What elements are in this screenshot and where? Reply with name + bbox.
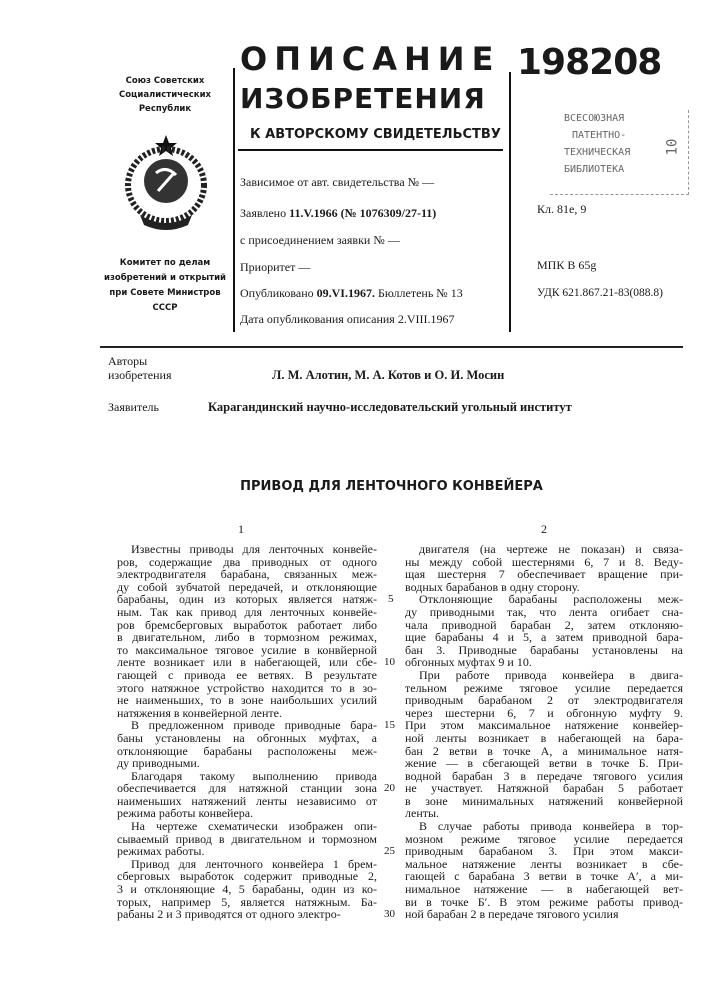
text-line: водных барабанов в одну сторону.: [405, 581, 683, 594]
line-number: 25: [384, 845, 395, 857]
text-line: торых, например 5, является натяжным. Ба-: [117, 896, 377, 909]
text-line: Привод для ленточного конвейера 1 брем-: [117, 858, 377, 871]
field-label: Заявлено: [240, 206, 286, 220]
doc-heading: ОПИСАНИЕ: [240, 40, 500, 78]
stamp-line: ВСЕСОЮЗНАЯ: [550, 110, 688, 127]
text-line: обеспечивается для натяжной станции зона: [117, 782, 377, 795]
doc-heading-2: ИЗОБРЕТЕНИЯ: [240, 82, 486, 116]
patent-number: 198208: [517, 42, 661, 84]
field-published: [240, 286, 463, 301]
field-addition: [240, 233, 400, 248]
field-filed: [240, 206, 436, 221]
text-line: сываемый привод в двигательном и тормозном: [117, 833, 377, 846]
text-line: наименьших натяжений ленты независимо от: [117, 795, 377, 808]
doc-subtitle: К АВТОРСКОМУ СВИДЕТЕЛЬСТВУ: [250, 127, 501, 143]
field-value: —: [422, 175, 434, 189]
field-label: Дата опубликования описания: [240, 312, 395, 326]
text-line: Отклоняющие барабаны расположены меж-: [405, 593, 683, 606]
header-rule: [100, 346, 683, 348]
text-line: режима работы конвейера.: [117, 807, 377, 820]
label-line: изобретения: [108, 368, 171, 382]
text-line: гающей с привода ее ветвях. В результате: [117, 669, 377, 682]
field-label: Зависимое от авт. свидетельства №: [240, 175, 419, 189]
applicant: Карагандинский научно-исследовательский угольный институт: [208, 400, 572, 415]
stamp-line: БИБЛИОТЕКА: [550, 161, 688, 178]
field-label: с присоединением заявки №: [240, 233, 385, 247]
text-line: ду приводными.: [117, 757, 377, 770]
field-value: 11.V.1966 (№ 1076309/27-11): [289, 206, 436, 220]
text-line: электродвигателя барабана, связанных меж-: [117, 568, 377, 581]
field-value: —: [388, 233, 400, 247]
field-value: —: [298, 260, 310, 274]
text-line: в зоне минимальных натяжений конвейерной: [405, 795, 683, 808]
divider: [509, 72, 511, 332]
class-mpk: МПК B 65g: [537, 258, 596, 273]
org-line: Социалистических: [96, 88, 234, 102]
text-line: мозном режиме тяговое усилие передается: [405, 833, 683, 846]
field-priority: [240, 260, 310, 275]
applicant-label: Заявитель: [108, 400, 159, 415]
text-line: ным. Так как привод для ленточных конвейе-: [117, 606, 377, 619]
text-line: сберговых выработок содержит приводные 2,: [117, 870, 377, 883]
text-line: бан 3. Приводные барабаны установлены на: [405, 644, 683, 657]
text-line: гающей с барабана 3 ветви в точке А′, а ми-: [405, 870, 683, 883]
text-line: рабаны 2 и 3 приводятся от одного электро-: [117, 908, 377, 921]
text-line: Известны приводы для ленточных конвейе-: [117, 543, 377, 556]
issuer-org: [96, 74, 234, 116]
field-label: Приоритет: [240, 260, 295, 274]
text-line: 3 и отклоняющие 4, 5 барабаны, один из ко-: [117, 883, 377, 896]
text-line: На чертеже схематически изображен опи-: [117, 820, 377, 833]
committee-line: СССР: [96, 301, 234, 316]
text-line: этого натяжное устройство находится то в зо-: [117, 682, 377, 695]
line-number: 30: [384, 908, 395, 920]
stamp-line: ПАТЕНТНО-: [550, 127, 688, 144]
text-line: ров, содержащие два приводных от одного: [117, 556, 377, 569]
column-number: 1: [238, 522, 244, 537]
field-value: 09.VI.1967.: [317, 286, 375, 300]
text-line: не участвует. Натяжной барабан 5 работает: [405, 782, 683, 795]
text-line: отклоняющие барабаны расположены меж-: [117, 745, 377, 758]
text-line: в двигательном, либо в тормозном режимах,: [117, 631, 377, 644]
text-line: Благодаря такому выполнению привода: [117, 770, 377, 783]
document-title: ПРИВОД ДЛЯ ЛЕНТОЧНОГО КОНВЕЙЕРА: [38, 479, 707, 494]
text-line: через шестерни 6, 7 и обгонную муфту 9.: [405, 707, 683, 720]
line-number: 20: [384, 782, 395, 794]
text-line: барабаны, один из которых является натяж-: [117, 593, 377, 606]
text-line: ви в точке Б′. В этом режиме работы привод-: [405, 896, 683, 909]
text-line: При этом максимальное натяжение конвейер-: [405, 719, 683, 732]
text-line: В предложенном приводе приводные бара-: [117, 719, 377, 732]
text-line: В случае работы привода конвейера в тор-: [405, 820, 683, 833]
text-line: баны установлены на обгонных муфтах, а: [117, 732, 377, 745]
text-column-2: [405, 543, 683, 921]
field-description-date: [240, 312, 454, 327]
text-line: ленты.: [405, 807, 683, 820]
text-line: тельном режиме тяговое усилие передается: [405, 682, 683, 695]
stamp-number: 10: [665, 139, 679, 156]
committee-line: изобретений и открытий: [96, 271, 234, 286]
text-line: то максимальное тяговое усилие в конвйерной: [117, 644, 377, 657]
patent-page: [0, 0, 707, 1000]
line-number: 5: [388, 593, 394, 605]
text-line: ленте возникает или в набегающей, или сбе-: [117, 656, 377, 669]
text-line: приводным барабаном 3. При этом макси-: [405, 845, 683, 858]
text-line: ны между собой шестернями 6, 7 и 8. Веду-: [405, 556, 683, 569]
bulletin: Бюллетень № 13: [378, 286, 463, 300]
text-line: ду приводными так, что лента огибает сна-: [405, 606, 683, 619]
authors-label: [108, 354, 171, 382]
text-line: обгонных муфтах 9 и 10.: [405, 656, 683, 669]
text-line: приводным барабаном 2 от электродвигателя: [405, 694, 683, 707]
text-line: водной барабан 3 в передаче тягового усилия: [405, 770, 683, 783]
field-label: Опубликовано: [240, 286, 314, 300]
text-line: жение — в сбегающей ветви в точке Б. При-: [405, 757, 683, 770]
subtitle-underline: [238, 149, 503, 151]
text-line: ду собой зубчатой передачей, и отклоняющие: [117, 581, 377, 594]
line-number: 15: [384, 719, 395, 731]
text-line: нимальное натяжение — в набегающей вет-: [405, 883, 683, 896]
line-number: 10: [384, 656, 395, 668]
authors: Л. М. Алотин, М. А. Котов и О. И. Мосин: [272, 368, 504, 383]
text-line: натяжения в конвейерной ленте.: [117, 707, 377, 720]
text-line: ров бремсберговых выработок работает либо: [117, 619, 377, 632]
stamp-line: ТЕХНИЧЕСКАЯ: [550, 144, 688, 161]
text-line: При работе привода конвейера в двига-: [405, 669, 683, 682]
text-line: чала приводной барабан 2, затем отклоняю-: [405, 619, 683, 632]
issuer-committee: [96, 256, 234, 316]
text-line: ной барабан 2 в передаче тягового усилия: [405, 908, 683, 921]
committee-line: Комитет по делам: [96, 256, 234, 271]
field-value: 2.VIII.1967: [398, 312, 455, 326]
text-column-1: [117, 543, 377, 921]
committee-line: при Совете Министров: [96, 286, 234, 301]
state-emblem-icon: [120, 133, 212, 233]
text-line: ной ленты возникает в набегающей на бара-: [405, 732, 683, 745]
divider: [233, 68, 235, 332]
text-line: мальное натяжение ленты возникает в сбе-: [405, 858, 683, 871]
org-line: Республик: [96, 102, 234, 116]
text-line: бан 2 ветви в точке А, а минимальное натя-: [405, 745, 683, 758]
text-line: не наименьших, то в зоне наибольших усилий: [117, 694, 377, 707]
org-line: Союз Советских: [96, 74, 234, 88]
text-line: режимах работы.: [117, 845, 377, 858]
field-dependent: [240, 175, 434, 190]
column-number: 2: [541, 522, 547, 537]
text-line: щая шестерня 7 обеспечивает вращение при-: [405, 568, 683, 581]
text-line: щие барабаны 4 и 5, а затем приводной бара-: [405, 631, 683, 644]
label-line: Авторы: [108, 354, 171, 368]
class-udk: УДК 621.867.21-83(088.8): [537, 287, 663, 299]
class-kl: Кл. 81е, 9: [537, 202, 586, 217]
text-line: двигателя (на чертеже не показан) и связа-: [405, 543, 683, 556]
library-stamp: [550, 110, 689, 195]
